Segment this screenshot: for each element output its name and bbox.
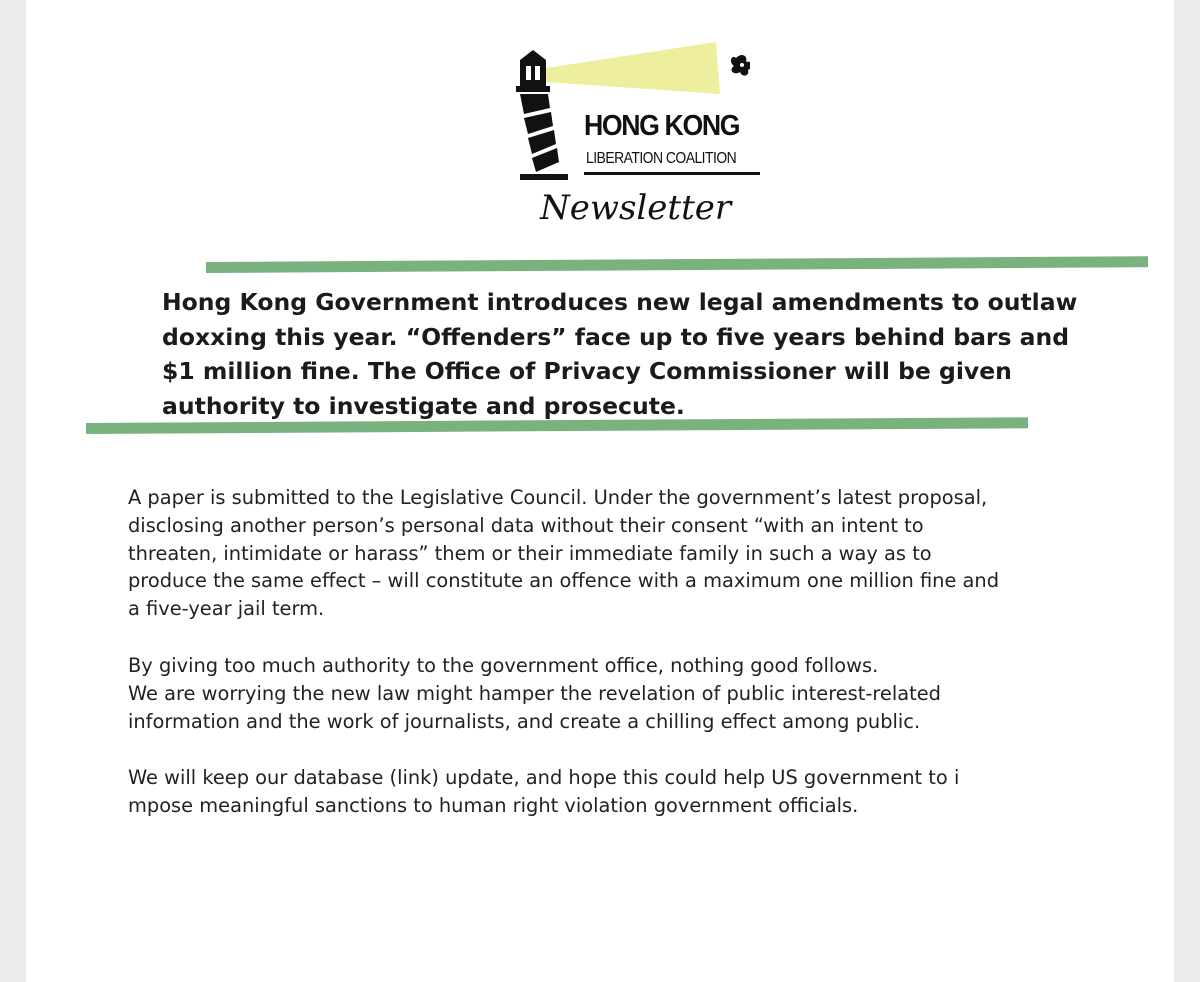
body-paragraph — [128, 484, 1138, 623]
headline-line: Hong Kong Government introduces new legal amendments to outlaw — [162, 288, 1078, 316]
headline-line: $1 million fine. The Office of Privacy Commissioner will be given — [162, 357, 1012, 385]
body-paragraph — [128, 652, 1138, 735]
body-paragraph — [128, 764, 1138, 820]
body-line: disclosing another person’s personal data without their consent “with an intent to — [128, 513, 924, 537]
body-line: mpose meaningful sanctions to human right violation government officials. — [128, 793, 859, 817]
bauhinia-icon — [731, 55, 750, 76]
body-line: a five-year jail term. — [128, 597, 325, 621]
light-beam — [546, 42, 720, 94]
body-line: A paper is submitted to the Legislative Council. Under the government’s latest proposal, — [128, 486, 988, 509]
body-line: By giving too much authority to the government office, nothing good follows. — [128, 654, 879, 677]
body-line: produce the same effect – will constitute an offence with a maximum one million fine and — [128, 569, 1000, 593]
newsletter-page — [26, 0, 1174, 982]
body-line: threaten, intimidate or harass” them or their immediate family in such a way as to — [128, 541, 932, 565]
org-subtitle: LIBERATION COALITION — [586, 150, 737, 167]
headline-top-bar — [206, 256, 1148, 273]
body-line: information and the work of journalists, and create a chilling effect among public. — [128, 709, 921, 733]
org-name: HONG KONG — [584, 110, 740, 142]
newsletter-title: Newsletter — [540, 188, 732, 228]
body-line: We will keep our database (link) update, and hope this could help US government to i — [128, 766, 960, 789]
headline — [162, 285, 1092, 423]
headline-line: authority to investigate and prosecute. — [162, 391, 685, 420]
body-line: We are worrying the new law might hamper the revelation of public interest-related — [128, 681, 941, 705]
org-underline — [584, 172, 760, 175]
headline-line: doxxing this year. “Offenders” face up to five years behind bars and — [162, 322, 1070, 351]
